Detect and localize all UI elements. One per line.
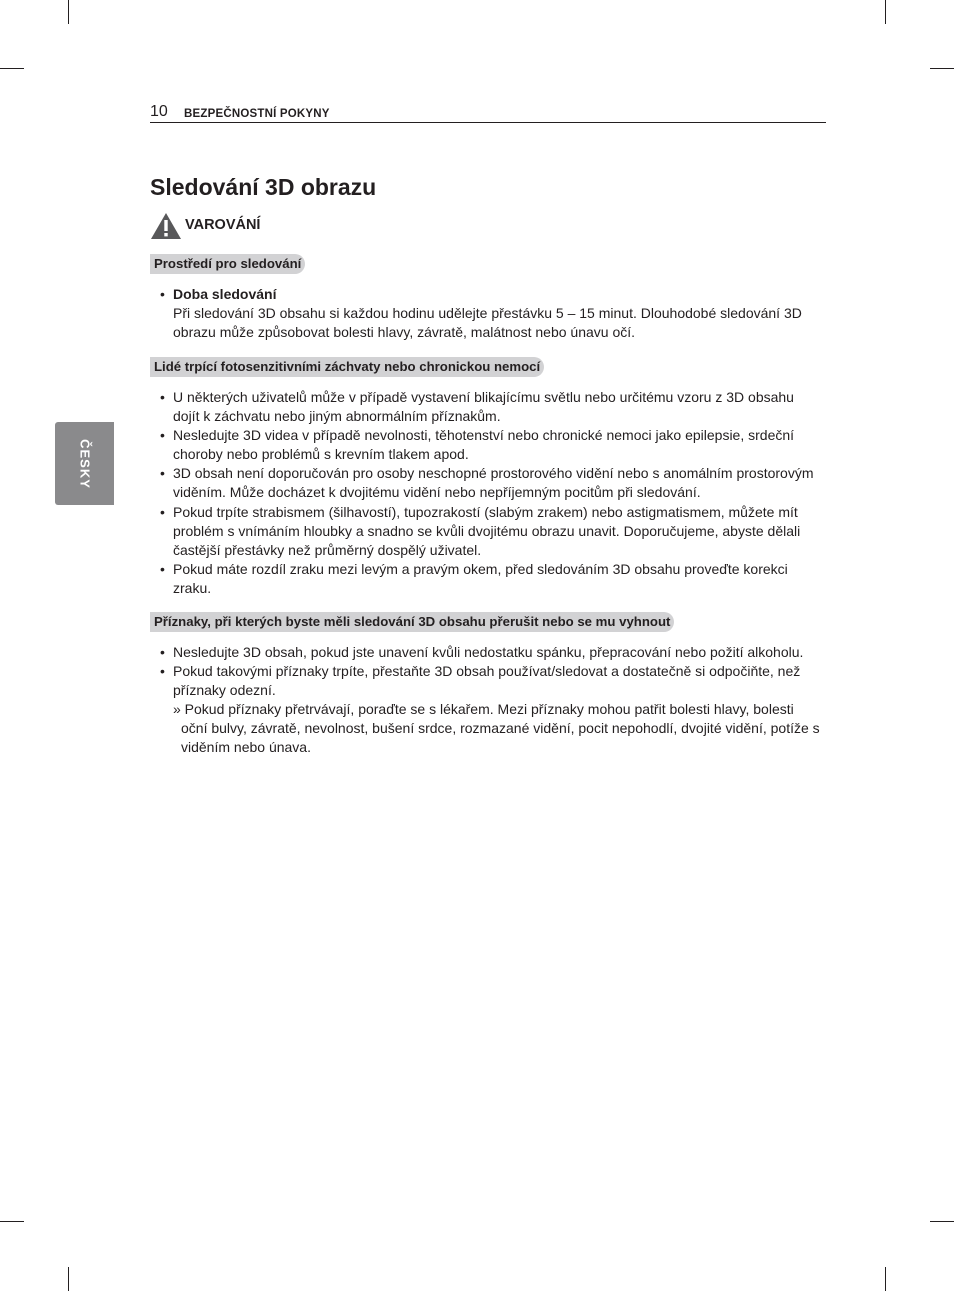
section-heading: Příznaky, při kterých byste měli sledování 3D obsahu přerušit nebo se mu vyhnout: [150, 612, 674, 632]
list-item-title: • Doba sledování: [173, 286, 277, 302]
language-tab: [55, 422, 114, 505]
list-item-subnote: » Pokud příznaky přetrvávají, poraďte se s lékařem. Mezi příznaky mohou patřit bolesti hlavy, bolesti oční bulvy, závratě, nevolnost, bušení srdce, rozmazané vidění, pocit nepohodlí, dvojité vidění, potíže s viděním nebo únava.: [173, 701, 820, 756]
section-heading: Prostředí pro sledování: [150, 254, 305, 274]
list-item-text: Pokud takovými příznaky trpíte, přestaňte 3D obsah používat/sledovat a dostatečně si odpočiňte, než příznaky odezní.: [173, 663, 801, 699]
crop-mark: [930, 68, 954, 69]
crop-mark: [0, 68, 24, 69]
list-item: • Nesledujte 3D obsah, pokud jste unavení kvůli nedostatku spánku, přepracování nebo požití alkoholu.: [160, 643, 820, 662]
header-section-name: BEZPEČNOSTNÍ POKYNY: [184, 108, 330, 120]
crop-mark: [68, 1267, 69, 1291]
list-item: • Pokud trpíte strabismem (šilhavostí), tupozrakostí (slabým zrakem) nebo astigmatismem, můžete mít problém s vnímáním hloubky a snadno se kvůli dvojitému obrazu unavit. Doporučujeme, abyste dělali častější přestávky než průměrný dospělý uživatel.: [160, 503, 820, 560]
list-item: [160, 285, 820, 342]
crop-mark: [885, 1267, 886, 1291]
crop-mark: [930, 1221, 954, 1222]
page-title: Sledování 3D obrazu: [150, 174, 377, 200]
page-header: [150, 103, 826, 123]
list-item: • Pokud máte rozdíl zraku mezi levým a pravým okem, před sledováním 3D obsahu proveďte korekci zraku.: [160, 560, 820, 598]
language-tab-label: ČESKY: [77, 438, 92, 489]
page-number: 10: [150, 103, 168, 120]
warning-triangle-icon: [150, 212, 182, 240]
list-item: • 3D obsah není doporučován pro osoby neschopné prostorového vidění nebo s anomálním prostorovým viděním. Může docházet k dvojitému vidění nebo nepříjemným pocitům při sledování.: [160, 464, 820, 502]
crop-mark: [885, 0, 886, 24]
list-item: [160, 662, 820, 757]
warning-label: VAROVÁNÍ: [185, 217, 261, 233]
list-item: • Nesledujte 3D videa v případě nevolnosti, těhotenství nebo chronické nemoci jako epilepsie, srdeční choroby nebo problémů s krevním tlakem apod.: [160, 426, 820, 464]
bullet-list: [160, 285, 820, 342]
crop-mark: [0, 1221, 24, 1222]
section-heading: Lidé trpící fotosenzitivními záchvaty nebo chronickou nemocí: [150, 357, 544, 377]
bullet-list: [160, 643, 820, 758]
list-item-text: Při sledování 3D obsahu si každou hodinu udělejte přestávku 5 – 15 minut. Dlouhodobé sledování 3D obrazu může způsobovat bolesti hlavy, závratě, malátnost nebo únavu očí.: [173, 305, 802, 341]
crop-mark: [68, 0, 69, 24]
list-item: • U některých uživatelů může v případě vystavení blikajícímu světlu nebo určitému vzoru z 3D obsahu dojít k záchvatu nebo jiným abnormálním příznakům.: [160, 388, 820, 426]
bullet-list: [160, 388, 820, 598]
